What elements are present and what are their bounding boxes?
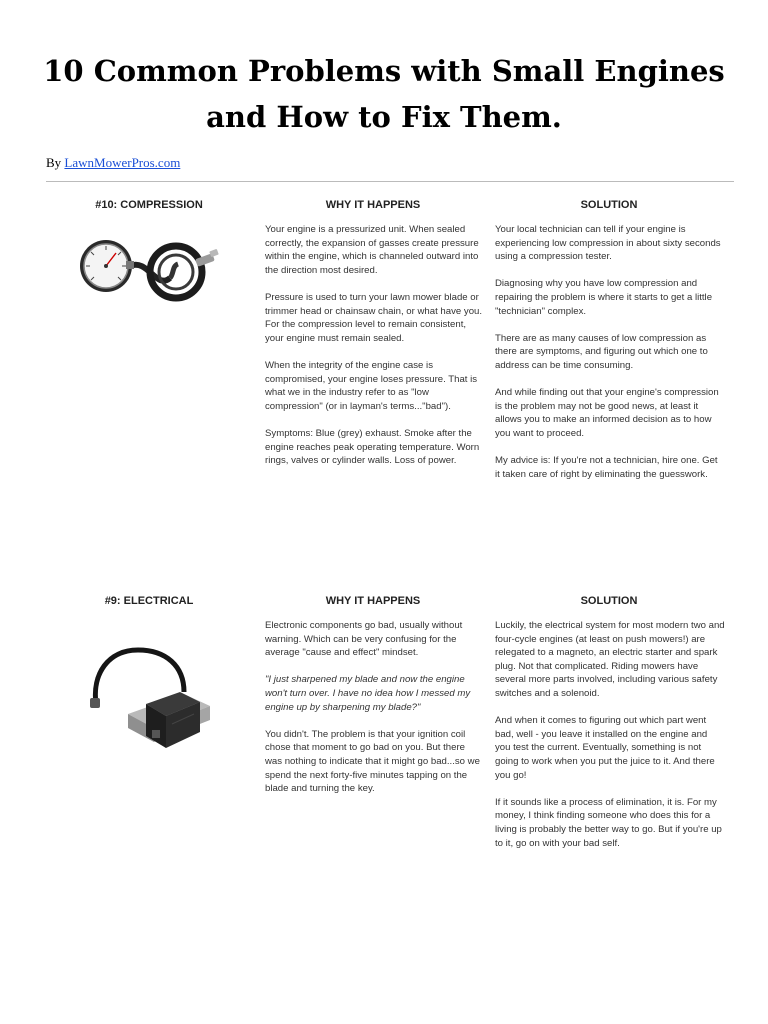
solution-paragraph: And when it comes to figuring out which part went bad, well - you leave it installed on the engine and you test the current. Eventually, something is not going to work when you put the juice to it. And there you go! <box>495 715 715 781</box>
compression-gauge-icon <box>78 228 224 308</box>
problem-label: #10: COMPRESSION <box>95 199 203 211</box>
why-paragraph: Symptoms: Blue (grey) exhaust. Smoke after the engine reaches peak operating temperature. Worn rings, valves or cylinder walls. Loss of power. <box>265 427 480 467</box>
solution-paragraph: There are as many causes of low compression as there are symptoms, and figuring out which one to address can be time consuming. <box>495 332 708 371</box>
why-paragraph: When the integrity of the engine case is compromised, your engine loses pressure. That is what we in the industry refer to as "low compression" (or in layman's terms..."bad"). <box>265 359 478 412</box>
why-paragraph: Pressure is used to turn your lawn mower blade or trimmer head or chainsaw chain, or what have you. For the compression level to remain consistent, your engine must remain sealed. <box>265 291 483 344</box>
byline-prefix: By <box>46 155 62 170</box>
why-paragraph: You didn't. The problem is that your ignition coil chose that moment to go bad on you. But there was nothing to indicate that it might go bad...so we spend the next forty-five minutes tapping on the blade and turning the key. <box>265 728 480 795</box>
solution-heading: SOLUTION <box>580 595 638 607</box>
problem-label: #9: ELECTRICAL <box>104 595 194 607</box>
why-text <box>265 619 484 809</box>
solution-paragraph: And while finding out that your engine's compression is the problem may not be good news, at least it allows you to make an informed decision as to how you want to proceed. <box>495 387 719 439</box>
why-quote: "I just sharpened my blade and now the engine won't turn over. I have no idea how I messed my engine up by sharpening my blade?" <box>265 674 471 713</box>
solution-paragraph: If it sounds like a process of elimination, it is. For my money, I think finding someone who does this for a living is probably the better way to go. But if you're up to it, go on with your bad self. <box>495 796 722 849</box>
solution-text <box>495 619 725 864</box>
solution-paragraph: Luckily, the electrical system for most modern two and four-cycle engines (at least on push mowers!) are relegated to a magneto, an electric starter and spark plug. Not that complicated. Riding mowers have several more parts involved, including various safety switches and a solenoid. <box>495 620 725 699</box>
why-paragraph: Electronic components go bad, usually without warning. Which can be very confusing for the average "cause and effect" mindset. <box>265 620 463 659</box>
byline <box>46 155 180 171</box>
ignition-coil-icon <box>88 644 218 770</box>
solution-paragraph: Your local technician can tell if your engine is experiencing low compression in about sixty seconds using a compression tester. <box>495 224 721 263</box>
solution-heading: SOLUTION <box>580 199 638 211</box>
page-title: 10 Common Problems with Small Engines and How to Fix Them. <box>43 54 725 134</box>
why-heading: WHY IT HAPPENS <box>325 199 421 211</box>
why-heading: WHY IT HAPPENS <box>325 595 421 607</box>
divider <box>46 181 734 182</box>
why-paragraph: Your engine is a pressurized unit. When sealed correctly, the expansion of gasses create pressure within the engine, which is channeled outward into the direction most desired. <box>265 224 479 276</box>
solution-text <box>495 223 725 495</box>
why-text <box>265 223 484 481</box>
byline-link[interactable]: LawnMowerPros.com <box>64 155 181 170</box>
solution-paragraph: Diagnosing why you have low compression and repairing the problem is where it starts to get a little "technician" complex. <box>495 278 713 317</box>
solution-paragraph: My advice is: If you're not a technician, hire one. Get it taken care of right by eliminating the guesswork. <box>495 455 718 480</box>
